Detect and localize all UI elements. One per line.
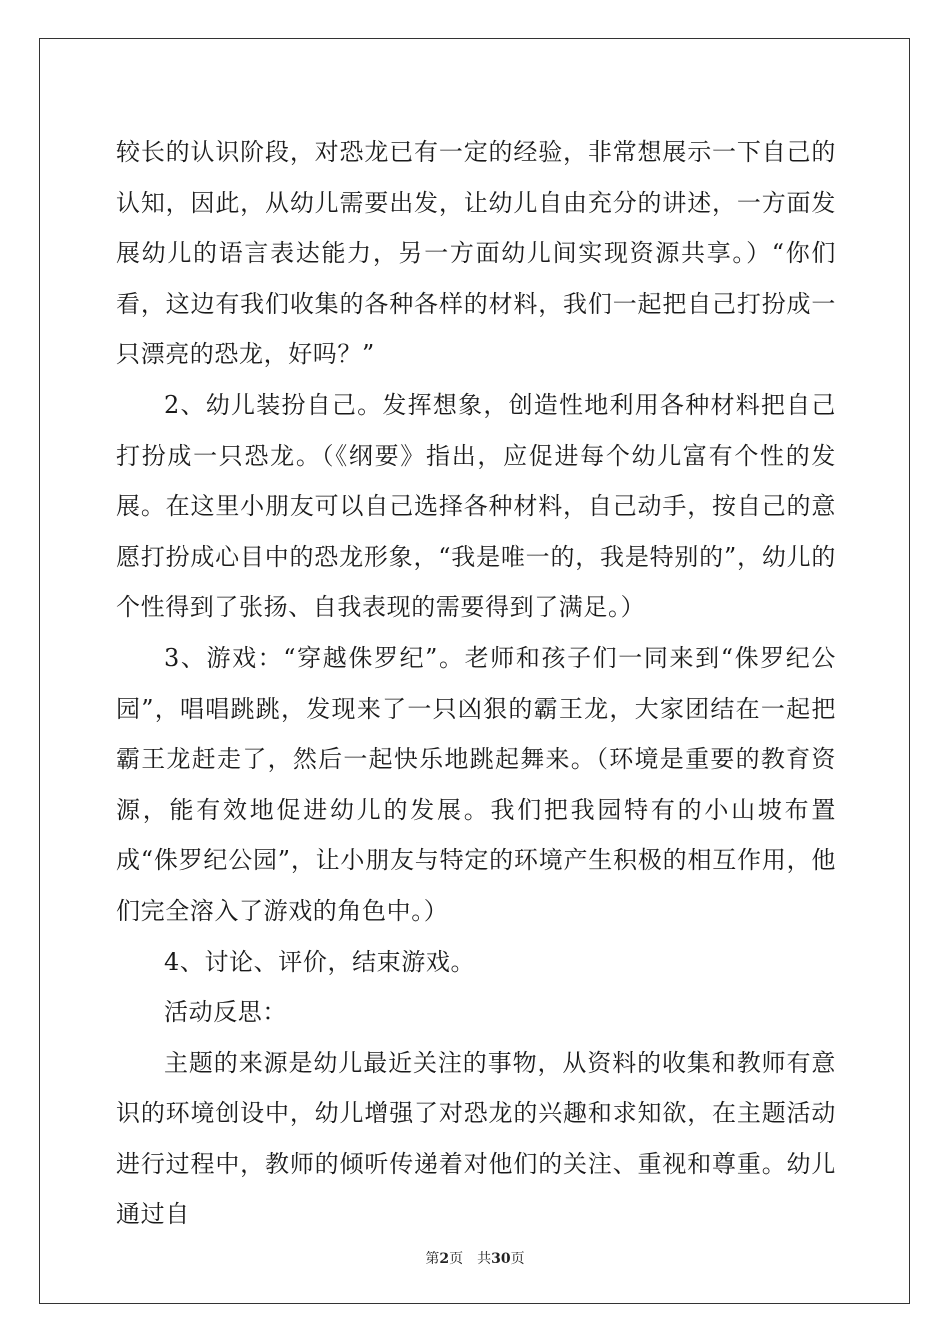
total-prefix: 共 [477, 1251, 492, 1267]
paragraph-1: 较长的认识阶段，对恐龙已有一定的经验，非常想展示一下自己的认知，因此，从幼儿需要出发，让幼儿自由充分的讲述，一方面发展幼儿的语言表达能力，另一方面幼儿间实现资源共享。）“你们看，这边有我们收集的各种各样的材料，我们一起把自己打扮成一只漂亮的恐龙，好吗？” [116, 138, 836, 369]
document-body [116, 127, 836, 1240]
page-suffix: 页 [449, 1251, 464, 1267]
page-prefix: 第 [425, 1251, 440, 1267]
paragraph-3: 3、游戏：“穿越侏罗纪”。老师和孩子们一同来到“侏罗纪公园”，唱唱跳跳，发现来了一只凶狠的霸王龙，大家团结在一起把霸王龙赶走了，然后一起快乐地跳起舞来。（环境是重要的教育资源，能有效地促进幼儿的发展。我们把我园特有的小山坡布置成“侏罗纪公园”，让小朋友与特定的环境产生积极的相互作用，他们完全溶入了游戏的角色中。） [116, 643, 836, 925]
paragraph-5: 活动反思： [164, 998, 287, 1027]
total-pages: 30 [491, 1251, 511, 1267]
paragraph-2: 2、幼儿装扮自己。发挥想象，创造性地利用各种材料把自己打扮成一只恐龙。（《纲要》指出，应促进每个幼儿富有个性的发展。在这里小朋友可以自己选择各种材料，自己动手，按自己的意愿打扮成心目中的恐龙形象，“我是唯一的，我是特别的”，幼儿的个性得到了张扬、自我表现的需要得到了满足。） [116, 390, 836, 622]
paragraph-4: 4、讨论、评价，结束游戏。 [164, 947, 476, 976]
page-footer [0, 1248, 950, 1268]
page-number: 2 [439, 1251, 450, 1267]
total-suffix: 页 [510, 1251, 525, 1267]
paragraph-6: 主题的来源是幼儿最近关注的事物，从资料的收集和教师有意识的环境创设中，幼儿增强了对恐龙的兴趣和求知欲，在主题活动进行过程中，教师的倾听传递着对他们的关注、重视和尊重。幼儿通过自 [116, 1048, 836, 1229]
